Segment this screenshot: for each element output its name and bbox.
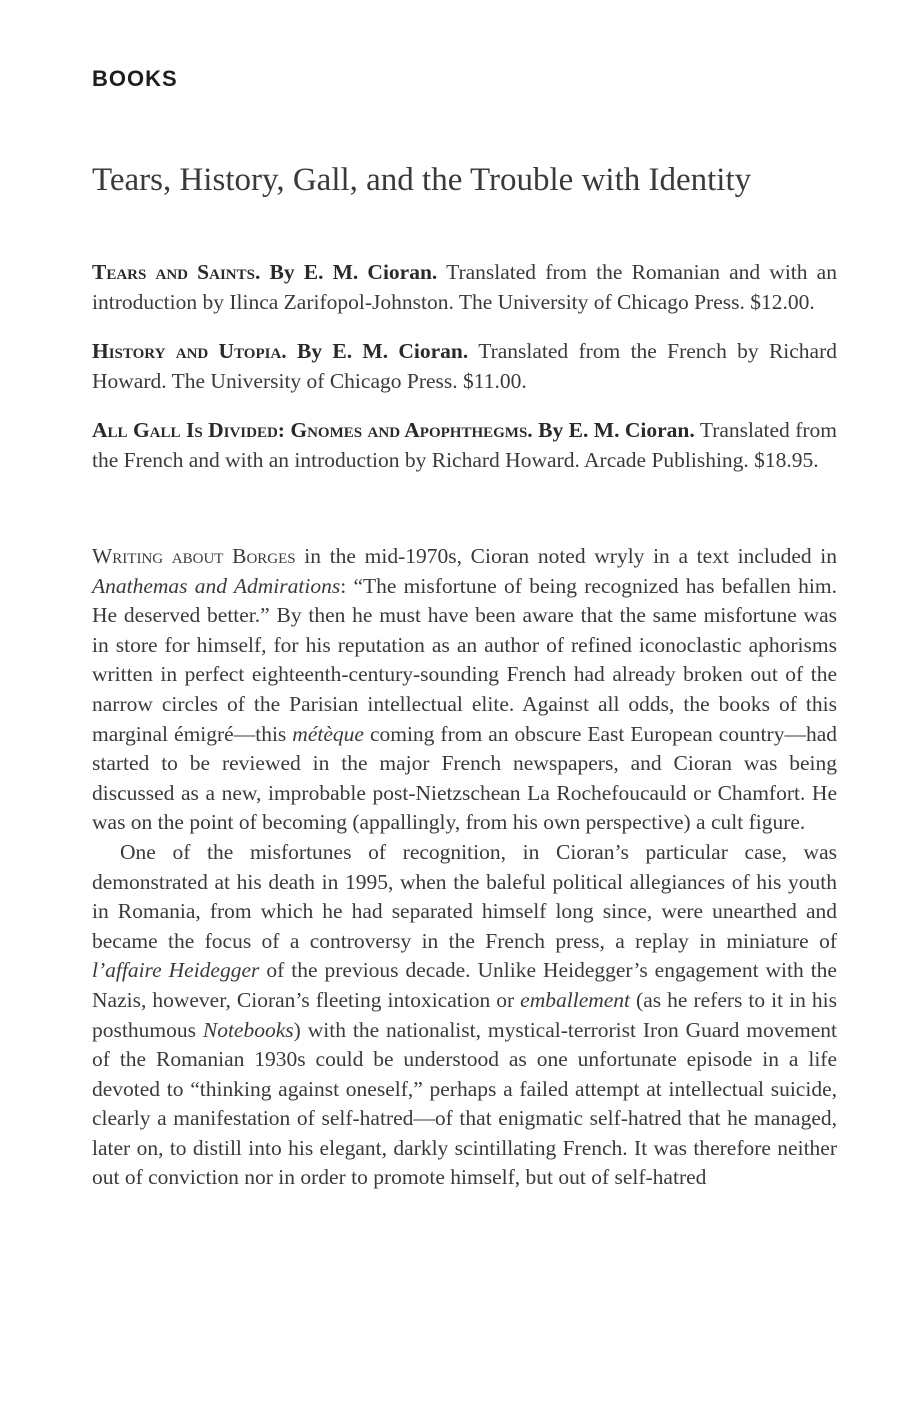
opening-words: Writing about Borges xyxy=(92,544,296,568)
italic-term: emballement xyxy=(520,987,631,1012)
book-author: By E. M. Cioran. xyxy=(269,260,438,284)
review-body xyxy=(92,542,837,1193)
book-title: Tears and Saints. xyxy=(92,260,261,284)
book-entry xyxy=(92,416,837,475)
book-author: By E. M. Cioran. xyxy=(538,418,695,443)
book-details: Translated from the French by Richard Howard. The University of Chicago Press. $11.00. xyxy=(92,339,837,393)
italic-term: métèque xyxy=(292,721,364,746)
italic-title: Notebooks xyxy=(202,1017,294,1042)
book-title: All Gall Is Divided: Gnomes and Apophthegms. xyxy=(92,418,533,443)
italic-title: Anathemas and Admirations xyxy=(92,573,341,598)
book-entry xyxy=(92,337,837,396)
body-paragraph: Writing about Borges in the mid-1970s, Cioran noted wryly in a text included in Anathemas and Admirations: “The misfortune of being recognized has befallen him. He deserved better.” By then he must have been aware that the same misfortune was in store for himself, for his reputation as an author of refined iconoclastic aphorisms written in perfect eighteenth-century-sounding French had already broken out of the narrow circles of the Parisian intellectual elite. Against all odds, the books of this marginal émigré—this métèque coming from an obscure East European country—had started to be reviewed in the major French newspapers, and Cioran was being discussed as a new, improbable post-Nietzschean La Rochefoucauld or Chamfort. He was on the point of becoming (appallingly, from his own perspective) a cult figure. xyxy=(92,544,838,835)
italic-term: l’affaire Heidegger xyxy=(92,958,260,983)
book-details: Translated from the Romanian and with an introduction by Ilinca Zarifopol-Johnston. The University of Chicago Press. $12.00. xyxy=(92,260,837,314)
book-details: Translated from the French and with an introduction by Richard Howard. Arcade Publishing. $18.95. xyxy=(92,418,838,472)
book-author: By E. M. Cioran. xyxy=(297,339,469,364)
book-entry xyxy=(92,258,837,317)
body-paragraph: One of the misfortunes of recognition, in Cioran’s particular case, was demonstrated at his death in 1995, when the baleful political allegiances of his youth in Romania, from which he had separated himself long since, were unearthed and became the focus of a controversy in the French press, a replay in miniature of l’affaire Heidegger of the previous decade. Unlike Heidegger’s engagement with the Nazis, however, Cioran’s fleeting intoxication or emballement (as he refers to it in his posthumous Notebooks) with the nationalist, mystical-terrorist Iron Guard movement of the Romanian 1930s could be understood as one unfortunate episode in a life devoted to “thinking against oneself,” perhaps a failed attempt at intellectual suicide, clearly a manifestation of self-hatred—of that enigmatic self-hatred that he managed, later on, to distill into his elegant, darkly scintillating French. It was therefore neither out of conviction nor in order to promote himself, but out of self-hatred xyxy=(92,839,838,1190)
book-title: History and Utopia. xyxy=(92,339,287,364)
book-list xyxy=(92,258,837,496)
section-label: BOOKS xyxy=(92,66,178,91)
article-title: Tears, History, Gall, and the Trouble with Identity xyxy=(92,162,752,198)
